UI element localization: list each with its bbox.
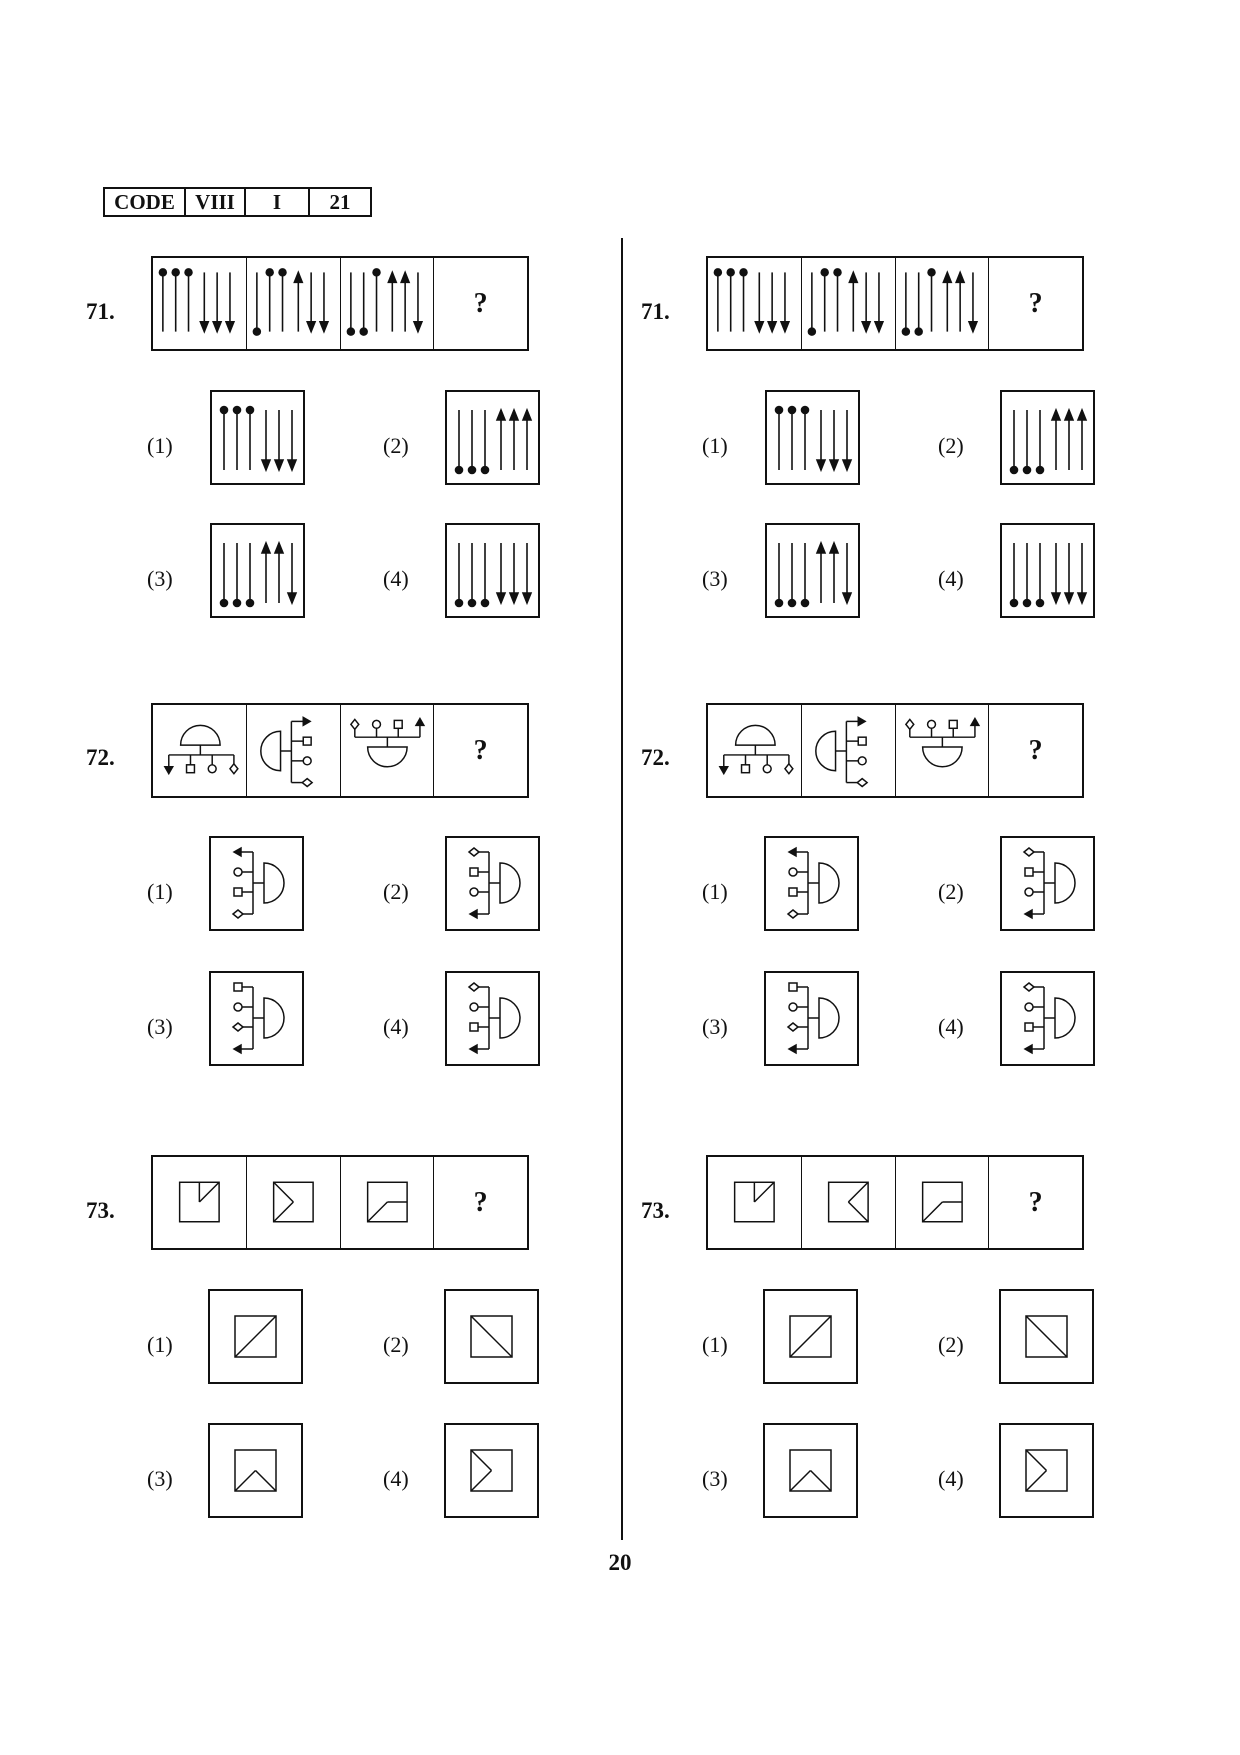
figure-cell	[153, 705, 247, 796]
option-label: (3)	[147, 1466, 173, 1491]
option-label: (3)	[702, 1014, 728, 1039]
figure-cell	[896, 258, 990, 349]
option-1-figure[interactable]	[209, 836, 304, 931]
question-mark: ?	[1028, 287, 1043, 319]
question-number: 73.	[641, 1198, 670, 1223]
option-1-figure[interactable]	[210, 390, 305, 485]
figure-cell	[896, 1157, 990, 1248]
code-cell-number: 21	[309, 188, 371, 216]
option-2-figure[interactable]	[1000, 390, 1095, 485]
question-number: 72.	[86, 745, 115, 770]
option-4-figure[interactable]	[1000, 971, 1095, 1066]
option-4-figure[interactable]	[445, 523, 540, 618]
figure-cell	[341, 258, 435, 349]
option-3-figure[interactable]	[209, 971, 304, 1066]
question-mark: ?	[1028, 734, 1043, 766]
option-2-figure[interactable]	[999, 1289, 1094, 1384]
option-label: (3)	[147, 566, 173, 591]
figure-cell	[153, 258, 247, 349]
figure-cell	[247, 1157, 341, 1248]
option-2-figure[interactable]	[445, 836, 540, 931]
left-column	[0, 0, 600, 1755]
option-1-figure[interactable]	[764, 836, 859, 931]
missing-figure-cell	[434, 705, 527, 796]
option-2-figure[interactable]	[1000, 836, 1095, 931]
option-label: (3)	[702, 1466, 728, 1491]
option-label: (1)	[702, 1332, 728, 1357]
figure-series-q73	[151, 1155, 529, 1250]
figure-cell	[802, 258, 896, 349]
figure-cell	[708, 258, 802, 349]
option-label: (1)	[147, 1332, 173, 1357]
option-4-figure[interactable]	[1000, 523, 1095, 618]
figure-series-q71	[706, 256, 1084, 351]
question-number: 71.	[641, 299, 670, 324]
right-column	[555, 0, 1155, 1755]
question-number: 73.	[86, 1198, 115, 1223]
option-3-figure[interactable]	[208, 1423, 303, 1518]
option-2-figure[interactable]	[445, 390, 540, 485]
figure-series-q73	[706, 1155, 1084, 1250]
question-mark: ?	[473, 287, 488, 319]
option-label: (1)	[702, 433, 728, 458]
page-number: 20	[608, 1550, 632, 1575]
option-1-figure[interactable]	[208, 1289, 303, 1384]
option-label: (1)	[147, 879, 173, 904]
option-4-figure[interactable]	[999, 1423, 1094, 1518]
question-number: 72.	[641, 745, 670, 770]
option-3-figure[interactable]	[765, 523, 860, 618]
option-label: (1)	[147, 433, 173, 458]
figure-cell	[896, 705, 990, 796]
option-1-figure[interactable]	[763, 1289, 858, 1384]
option-3-figure[interactable]	[764, 971, 859, 1066]
option-label: (4)	[938, 1466, 964, 1491]
question-number: 71.	[86, 299, 115, 324]
figure-cell	[708, 1157, 802, 1248]
option-label: (2)	[383, 1332, 409, 1357]
question-mark: ?	[473, 734, 488, 766]
figure-cell	[802, 1157, 896, 1248]
option-label: (3)	[147, 1014, 173, 1039]
code-cell-class: VIII	[185, 188, 245, 216]
option-label: (4)	[383, 566, 409, 591]
question-mark: ?	[1028, 1186, 1043, 1218]
option-label: (1)	[702, 879, 728, 904]
missing-figure-cell	[434, 258, 527, 349]
option-1-figure[interactable]	[765, 390, 860, 485]
option-label: (3)	[702, 566, 728, 591]
option-4-figure[interactable]	[444, 1423, 539, 1518]
option-label: (2)	[938, 879, 964, 904]
option-label: (4)	[383, 1014, 409, 1039]
missing-figure-cell	[989, 1157, 1082, 1248]
missing-figure-cell	[434, 1157, 527, 1248]
option-label: (4)	[938, 1014, 964, 1039]
option-label: (4)	[383, 1466, 409, 1491]
option-label: (2)	[383, 433, 409, 458]
figure-cell	[247, 258, 341, 349]
option-label: (2)	[938, 1332, 964, 1357]
option-3-figure[interactable]	[210, 523, 305, 618]
figure-cell	[341, 705, 435, 796]
option-2-figure[interactable]	[444, 1289, 539, 1384]
option-label: (2)	[383, 879, 409, 904]
figure-cell	[802, 705, 896, 796]
figure-cell	[708, 705, 802, 796]
option-3-figure[interactable]	[763, 1423, 858, 1518]
figure-cell	[247, 705, 341, 796]
option-label: (4)	[938, 566, 964, 591]
figure-series-q72	[706, 703, 1084, 798]
missing-figure-cell	[989, 258, 1082, 349]
missing-figure-cell	[989, 705, 1082, 796]
question-mark: ?	[473, 1186, 488, 1218]
code-cell-set: I	[245, 188, 309, 216]
option-label: (2)	[938, 433, 964, 458]
option-4-figure[interactable]	[445, 971, 540, 1066]
code-cell-code: CODE	[104, 188, 185, 216]
figure-cell	[341, 1157, 435, 1248]
figure-series-q72	[151, 703, 529, 798]
figure-cell	[153, 1157, 247, 1248]
figure-series-q71	[151, 256, 529, 351]
